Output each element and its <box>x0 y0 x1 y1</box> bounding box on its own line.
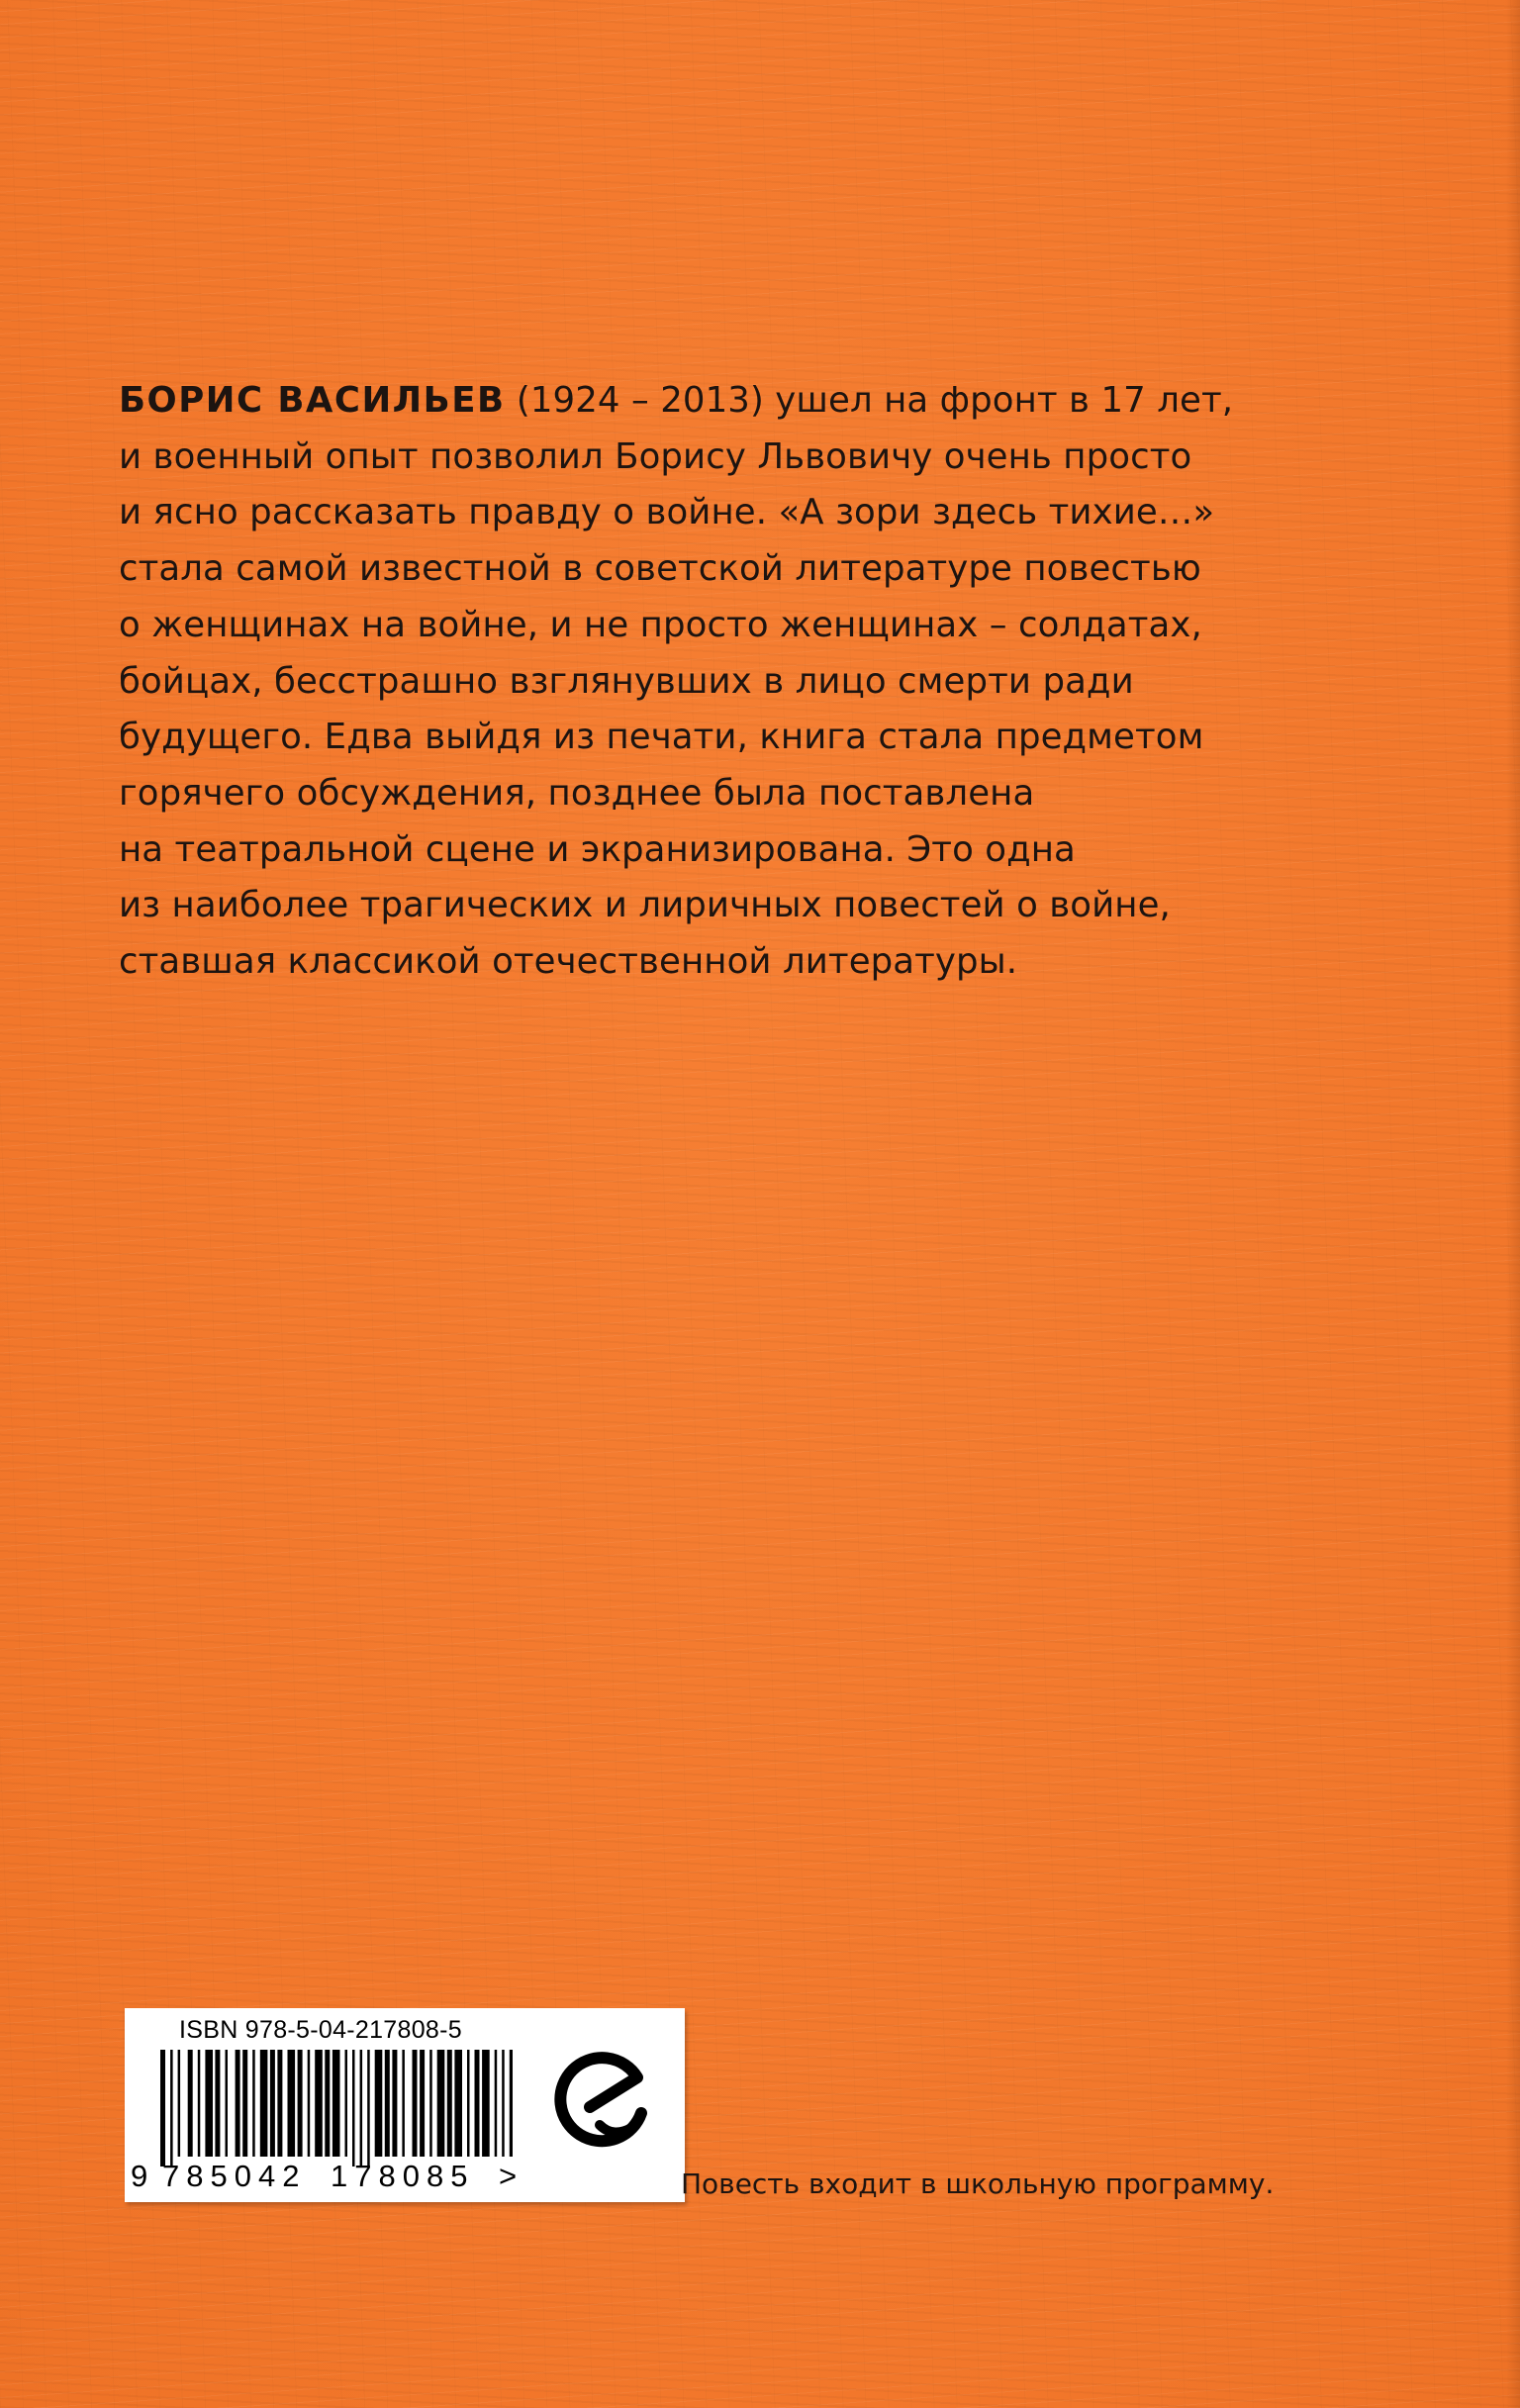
book-annotation <box>119 373 1366 991</box>
barcode-bar <box>420 2050 425 2157</box>
annotation-line: будущего. Едва выйдя из печати, книга стала предметом <box>119 717 1204 758</box>
eksmo-logo-icon <box>530 2030 679 2178</box>
barcode-bar <box>226 2050 229 2157</box>
barcode-bar <box>288 2050 296 2157</box>
barcode-digit-group2: 178085 <box>331 2159 475 2193</box>
barcode-bar <box>510 2050 513 2157</box>
annotation-line: горячего обсуждения, позднее была поставлена <box>119 772 1035 814</box>
barcode-bar <box>367 2050 370 2167</box>
barcode-bar <box>454 2050 462 2157</box>
barcode-bar <box>188 2050 193 2157</box>
barcode-bar <box>325 2050 330 2157</box>
barcode-bar <box>392 2050 397 2157</box>
barcode-digits <box>125 2159 521 2198</box>
barcode-bar <box>467 2050 470 2157</box>
barcode-bar <box>402 2050 405 2157</box>
barcode-bar <box>160 2050 165 2167</box>
spine-edge <box>1506 0 1520 2408</box>
barcode-bar <box>447 2050 452 2157</box>
annotation-line: на театральной сцене и экранизирована. Это одна <box>119 828 1076 870</box>
barcode-bar <box>205 2050 213 2157</box>
barcode-bar <box>360 2050 363 2167</box>
barcode-bar <box>475 2050 480 2157</box>
barcode-bar <box>332 2050 340 2157</box>
barcode-bar <box>345 2050 348 2157</box>
barcode-bar <box>298 2050 303 2157</box>
annotation-line: стала самой известной в советской литературе повестью <box>119 548 1201 590</box>
barcode-bar <box>352 2050 355 2167</box>
barcode-digit-group1: 785042 <box>162 2159 307 2193</box>
barcode-bar <box>429 2050 432 2157</box>
barcode-bar <box>277 2050 282 2157</box>
barcode-bar <box>308 2050 311 2157</box>
annotation-line: и военный опыт позволил Борису Львовичу очень просто <box>119 435 1192 477</box>
barcode-bar <box>495 2050 498 2157</box>
barcode-bar <box>215 2050 220 2157</box>
barcode-bar <box>270 2050 275 2157</box>
barcode-bar <box>437 2050 445 2157</box>
barcode-bar <box>178 2050 181 2157</box>
barcode-bar <box>242 2050 247 2157</box>
barcode-digit-arrow: > <box>499 2159 518 2193</box>
annotation-line <box>119 373 1366 430</box>
barcode-bar <box>502 2050 505 2157</box>
barcode-bar <box>252 2050 255 2157</box>
annotation-line: бойцах, бесстрашно взглянувших в лицо смерти ради <box>119 660 1134 702</box>
barcode-bar <box>260 2050 268 2157</box>
school-program-note: Повесть входит в школьную программу. <box>681 2167 1275 2200</box>
barcode-bar <box>198 2050 201 2157</box>
barcode-digit-first: 9 <box>131 2159 148 2193</box>
barcode-bar <box>315 2050 323 2157</box>
barcode-bar <box>170 2050 173 2167</box>
annotation-line: из наиболее трагических и лиричных повестей о войне, <box>119 885 1171 926</box>
barcode-bar <box>413 2050 418 2157</box>
annotation-line: и ясно рассказать правду о войне. «А зори здесь тихие…» <box>119 492 1215 533</box>
annotation-line: ставшая классикой отечественной литературы. <box>119 941 1018 983</box>
barcode-bars <box>146 2050 513 2167</box>
barcode-bar <box>236 2050 240 2157</box>
annotation-line: о женщинах на войне, и не просто женщинах – солдатах, <box>119 604 1202 645</box>
barcode-bar <box>375 2050 383 2157</box>
isbn-text: ISBN 978-5-04-217808-5 <box>179 2016 462 2044</box>
annotation-line-text: (1924 – 2013) ушел на фронт в 17 лет, <box>505 380 1234 421</box>
barcode-label <box>125 2008 685 2202</box>
author-name: БОРИС ВАСИЛЬЕВ <box>119 380 506 421</box>
barcode-bar <box>482 2050 490 2157</box>
barcode-bar <box>385 2050 390 2157</box>
